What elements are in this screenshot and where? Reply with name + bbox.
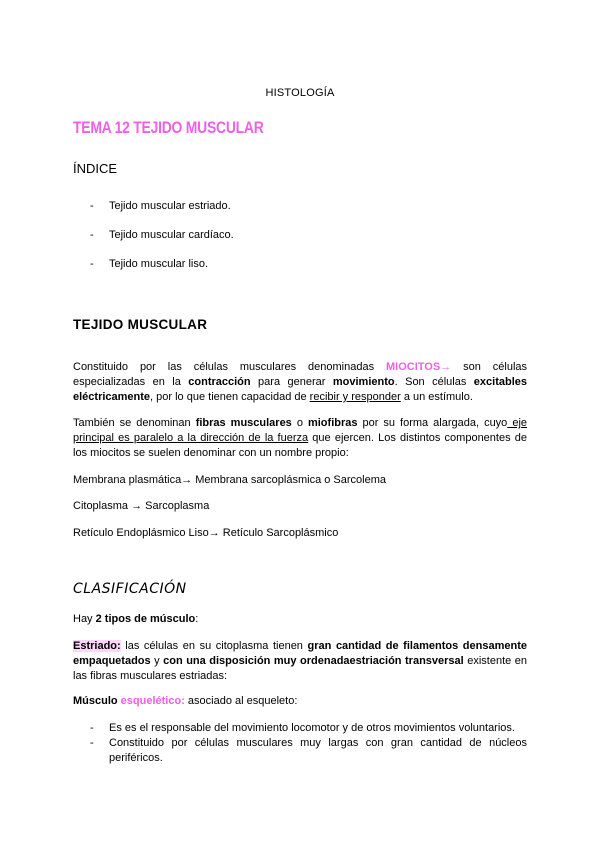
index-item <box>90 229 234 241</box>
text: : <box>195 613 199 625</box>
bullet-text: Es es el responsable del movimiento locomotor y de otros movimientos voluntarios. <box>109 722 515 734</box>
paragraph-definition <box>73 360 527 405</box>
index-heading: ÍNDICE <box>73 161 118 176</box>
document-title: TEMA 12 TEJIDO MUSCULAR <box>73 118 264 137</box>
index-item <box>90 200 231 212</box>
bold-excitables: excitables eléctricamente <box>73 376 527 403</box>
equivalence-line: Retículo Endoplásmico Liso→ Retículo Sarcoplásmico <box>73 527 339 539</box>
text: , por lo que tienen capacidad de <box>150 391 310 403</box>
text: Constituido por las células musculares denominadas <box>73 361 386 373</box>
text: existente en las fibras musculares estriadas: <box>73 655 527 682</box>
underlined-eje: eje principal es paralelo a la dirección de la fuerza <box>73 417 528 444</box>
text: . Son células <box>394 376 474 388</box>
classification-heading: CLASIFICACIÓN <box>73 581 187 597</box>
text: asociado al esqueleto: <box>184 695 298 707</box>
section-heading: TEJIDO MUSCULAR <box>73 317 208 332</box>
index-item <box>90 258 208 270</box>
text: que ejercen. Los distintos componentes de los miocitos se suelen denominar con un nombre propio: <box>73 432 527 459</box>
bold-movimiento: movimiento <box>332 376 395 388</box>
list-dash: - <box>90 258 94 270</box>
equivalence-line: Citoplasma → Sarcoplasma <box>73 500 210 512</box>
equivalence-line: Membrana plasmática→ Membrana sarcoplásmica o Sarcolema <box>73 474 387 486</box>
bullet-text: Constituido por células musculares muy largas con gran cantidad de núcleos periféricos. <box>109 737 527 764</box>
text: son células especializadas en la <box>73 361 528 388</box>
page-header: HISTOLOGÍA <box>265 87 335 99</box>
list-dash: - <box>90 229 94 241</box>
bold-contraccion: contracción <box>188 376 251 388</box>
highlight-miocitos: MIOCITOS→ <box>386 361 452 373</box>
bold-tipos: 2 tipos de músculo <box>95 613 196 625</box>
text: a un estímulo. <box>400 391 473 403</box>
text: por su forma alargada, cuyo <box>357 417 508 429</box>
highlight-estriado: Estriado: <box>73 640 121 652</box>
index-item-text: Tejido muscular liso. <box>109 258 209 270</box>
text: para generar <box>250 376 333 388</box>
text: Hay <box>73 613 96 625</box>
bold-musculo: Músculo <box>73 695 121 707</box>
bullet-list <box>90 721 527 766</box>
bullet-item <box>90 721 527 736</box>
highlight-esqueletico: esquelético: <box>120 695 185 707</box>
paragraph-fibras <box>73 416 527 461</box>
bullet-item <box>90 736 527 766</box>
paragraph-esqueletico <box>73 694 527 709</box>
paragraph-estriado <box>73 639 527 684</box>
text: o <box>291 417 308 429</box>
list-dash: - <box>90 722 94 734</box>
bold-miofibras: miofibras <box>307 417 358 429</box>
bold-filamentos: gran cantidad de filamentos densamente empaquetados <box>73 640 527 667</box>
list-dash: - <box>90 737 94 749</box>
text: y <box>150 655 164 667</box>
index-item-text: Tejido muscular estriado. <box>109 200 231 212</box>
underlined-recibir: recibir y responder <box>309 391 401 403</box>
list-dash: - <box>90 200 94 212</box>
paragraph-tipos <box>73 612 527 627</box>
bold-fibras: fibras musculares <box>195 417 292 429</box>
index-item-text: Tejido muscular cardíaco. <box>109 229 234 241</box>
text: las células en su citoplasma tienen <box>120 640 308 652</box>
bold-disposicion: con una disposición muy ordenadaestriación transversal <box>163 655 464 667</box>
text: También se denominan <box>73 417 196 429</box>
